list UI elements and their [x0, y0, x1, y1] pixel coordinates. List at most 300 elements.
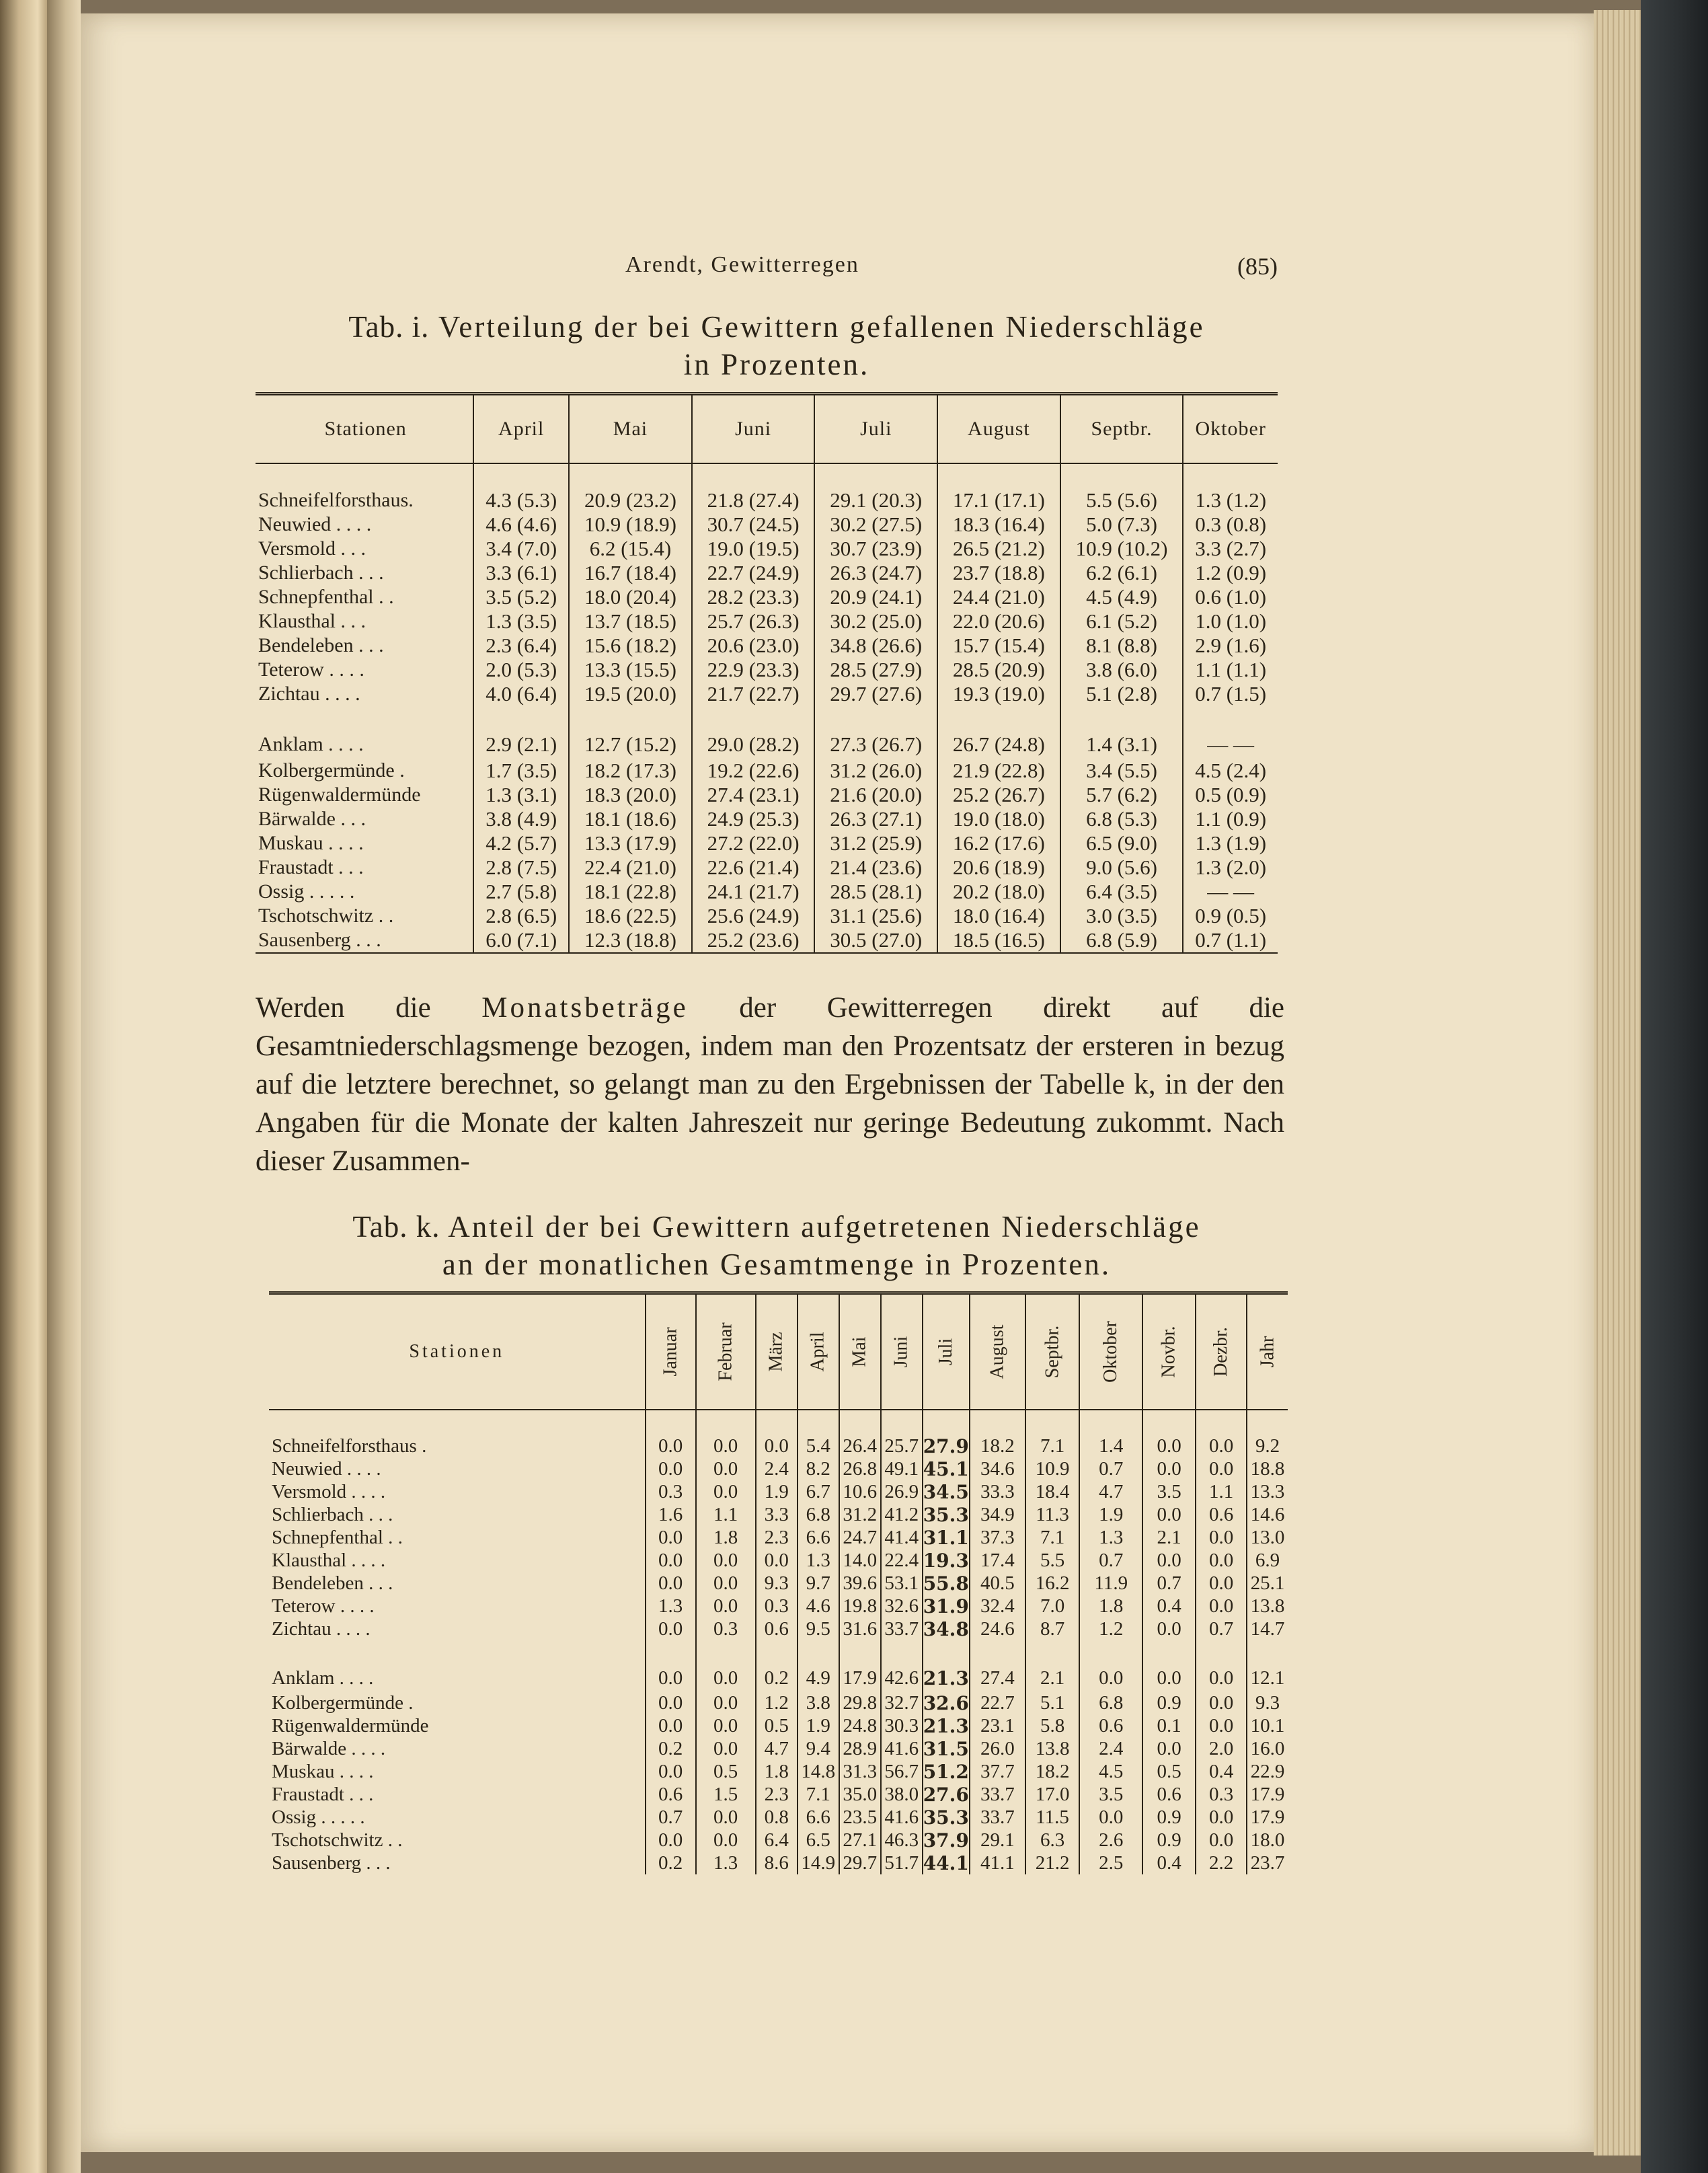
table-cell: 33.7: [881, 1617, 923, 1640]
table-cell: 0.0: [646, 1829, 696, 1852]
table-cell: 19.0 (18.0): [937, 807, 1060, 831]
table-cell: 3.8 (6.0): [1060, 658, 1183, 682]
table-cell: 4.9: [798, 1640, 839, 1691]
table-cell: 28.5 (27.9): [814, 658, 937, 682]
table-cell: 0.6: [646, 1783, 696, 1806]
table-cell: 0.3: [1196, 1783, 1247, 1806]
table-cell: 18.4: [1025, 1480, 1080, 1503]
table-cell: 21.6 (20.0): [814, 783, 937, 807]
table-cell: 41.2: [881, 1503, 923, 1526]
station-name: Schneifelforsthaus.: [258, 489, 414, 511]
table-cell: 30.2 (25.0): [814, 609, 937, 634]
table-cell: 0.0: [1196, 1410, 1247, 1457]
table-cell: 9.2: [1247, 1410, 1288, 1457]
station-name: Rügenwaldermünde: [272, 1714, 429, 1737]
table-cell: 0.0: [1142, 1617, 1196, 1640]
table-i-col-header-1: April: [473, 394, 569, 464]
station-name: Fraustadt . . .: [258, 856, 364, 878]
table-cell: 4.5: [1079, 1760, 1142, 1783]
station-name: Sausenberg . . .: [272, 1852, 391, 1874]
table-cell: 39.6: [839, 1572, 881, 1595]
table-cell: 17.4: [970, 1549, 1025, 1572]
table-cell: 46.3: [881, 1829, 923, 1852]
table-cell: 9.3: [1247, 1691, 1288, 1714]
table-cell: 18.0 (20.4): [569, 585, 692, 609]
table-cell: 0.0: [1142, 1640, 1196, 1691]
table-cell: 4.7: [1079, 1480, 1142, 1503]
table-cell: 28.5 (20.9): [937, 658, 1060, 682]
table-cell: 21.8 (27.4): [692, 463, 815, 512]
table-row: [269, 1617, 1288, 1640]
table-cell: 34.8 (26.6): [814, 634, 937, 658]
table-cell: 13.0: [1247, 1526, 1288, 1549]
table-cell: 37.7: [970, 1760, 1025, 1783]
table-cell: 31.2 (25.9): [814, 831, 937, 855]
table-cell: 31.5: [923, 1737, 969, 1760]
table-cell: 0.3: [696, 1617, 756, 1640]
table-cell: 2.8 (7.5): [473, 855, 569, 880]
table-cell: 0.7: [1079, 1457, 1142, 1480]
table-cell: 12.7 (15.2): [569, 706, 692, 759]
table-cell: 8.1 (8.8): [1060, 634, 1183, 658]
table-cell: 1.4: [1079, 1410, 1142, 1457]
table-cell: 26.7 (24.8): [937, 706, 1060, 759]
table-cell: 1.3: [1079, 1526, 1142, 1549]
table-cell: 0.4: [1196, 1760, 1247, 1783]
body-paragraph: [256, 989, 1284, 1180]
table-cell: 19.2 (22.6): [692, 759, 815, 783]
table-row: [269, 1480, 1288, 1503]
table-cell: 17.9: [1247, 1783, 1288, 1806]
table-k-caption: [256, 1208, 1298, 1283]
table-cell: 0.0: [1196, 1691, 1247, 1714]
table-i-col-header-3: Juni: [692, 394, 815, 464]
table-cell: 0.0: [1142, 1737, 1196, 1760]
station-name: Tschotschwitz . .: [258, 905, 394, 927]
table-cell: 0.5 (0.9): [1183, 783, 1278, 807]
table-cell: 0.0: [1142, 1503, 1196, 1526]
table-cell: 6.0 (7.1): [473, 928, 569, 953]
table-cell: 33.7: [970, 1806, 1025, 1829]
table-cell: 6.6: [798, 1806, 839, 1829]
table-cell: 16.2: [1025, 1572, 1080, 1595]
table-cell: 1.3 (3.1): [473, 783, 569, 807]
table-cell: 4.6 (4.6): [473, 512, 569, 537]
table-cell: 5.4: [798, 1410, 839, 1457]
table-row: [256, 706, 1278, 759]
table-cell: 1.1: [696, 1503, 756, 1526]
table-cell: 30.3: [881, 1714, 923, 1737]
table-cell: 6.8 (5.3): [1060, 807, 1183, 831]
table-cell: 18.2 (17.3): [569, 759, 692, 783]
table-cell: 0.9: [1142, 1806, 1196, 1829]
table-row: [256, 831, 1278, 855]
table-i-col-header-4: Juli: [814, 394, 937, 464]
table-i-caption-line2: in Prozenten.: [683, 348, 870, 381]
table-row: [269, 1526, 1288, 1549]
table-cell: 14.0: [839, 1549, 881, 1572]
table-cell: 40.5: [970, 1572, 1025, 1595]
table-cell: 19.8: [839, 1595, 881, 1617]
table-cell: 20.6 (23.0): [692, 634, 815, 658]
table-cell: 41.1: [970, 1852, 1025, 1874]
station-name: Teterow . . . .: [272, 1595, 375, 1617]
table-cell: 0.0: [756, 1410, 798, 1457]
table-cell: 4.7: [756, 1737, 798, 1760]
table-cell: 34.5: [923, 1480, 969, 1503]
table-k-col-header-2: [696, 1293, 756, 1410]
table-row: [269, 1640, 1288, 1691]
table-k-col-label-10: Oktober: [1100, 1321, 1122, 1383]
table-cell: 0.6: [1079, 1714, 1142, 1737]
table-cell: 6.5: [798, 1829, 839, 1852]
table-row: [256, 634, 1278, 658]
table-i-caption-line1: [256, 308, 1298, 346]
table-row: [269, 1595, 1288, 1617]
table-cell: 0.2: [646, 1852, 696, 1874]
table-row: [256, 759, 1278, 783]
table-cell: 56.7: [881, 1760, 923, 1783]
table-cell: 25.1: [1247, 1572, 1288, 1595]
table-cell: 5.5: [1025, 1549, 1080, 1572]
table-cell: 0.7: [1079, 1549, 1142, 1572]
table-cell: 18.1 (18.6): [569, 807, 692, 831]
table-cell: 25.6 (24.9): [692, 904, 815, 928]
table-cell: 1.4 (3.1): [1060, 706, 1183, 759]
table-cell: 4.3 (5.3): [473, 463, 569, 512]
table-cell: 23.1: [970, 1714, 1025, 1737]
table-cell: 0.6 (1.0): [1183, 585, 1278, 609]
table-cell: 2.3: [756, 1783, 798, 1806]
table-cell: 0.5: [756, 1714, 798, 1737]
table-k-body: [269, 1410, 1288, 1874]
table-cell: 2.3 (6.4): [473, 634, 569, 658]
running-head: [625, 252, 1278, 286]
table-cell: 0.6: [756, 1617, 798, 1640]
table-cell: 5.8: [1025, 1714, 1080, 1737]
table-cell: 18.2: [1025, 1760, 1080, 1783]
table-cell: 31.1: [923, 1526, 969, 1549]
table-cell: 29.0 (28.2): [692, 706, 815, 759]
table-cell: 0.0: [646, 1572, 696, 1595]
table-cell: 0.0: [646, 1714, 696, 1737]
table-i-caption: [256, 308, 1298, 383]
table-row: [269, 1829, 1288, 1852]
station-name: Kolbergermünde .: [258, 759, 405, 781]
station-name: Fraustadt . . .: [272, 1783, 374, 1805]
table-i-header-row: [256, 394, 1278, 464]
table-cell: 24.6: [970, 1617, 1025, 1640]
table-cell: 26.3 (27.1): [814, 807, 937, 831]
table-cell: 0.0: [646, 1760, 696, 1783]
table-i-col-header-7: Oktober: [1183, 394, 1278, 464]
table-cell: 10.9 (10.2): [1060, 537, 1183, 561]
table-k-col-label-13: Jahr: [1257, 1336, 1278, 1368]
table-cell: 27.4: [970, 1640, 1025, 1691]
table-cell: 19.0 (19.5): [692, 537, 815, 561]
table-k-col-label-8: August: [986, 1324, 1008, 1379]
table-cell: 16.0: [1247, 1737, 1288, 1760]
table-cell: 1.3 (1.9): [1183, 831, 1278, 855]
table-cell: 0.0: [646, 1691, 696, 1714]
table-cell: 21.9 (22.8): [937, 759, 1060, 783]
table-cell: 18.1 (22.8): [569, 880, 692, 904]
table-cell: 12.3 (18.8): [569, 928, 692, 953]
table-row: [256, 585, 1278, 609]
table-i: [256, 392, 1278, 954]
station-name: Muskau . . . .: [258, 832, 364, 854]
table-k-col-header-7: [923, 1293, 970, 1410]
table-k-col-header-1: [646, 1293, 696, 1410]
table-cell: 15.7 (15.4): [937, 634, 1060, 658]
table-cell: 0.0: [646, 1457, 696, 1480]
table-cell: 0.6: [1142, 1783, 1196, 1806]
table-cell: 7.0: [1025, 1595, 1080, 1617]
table-k-col-label-6: Juni: [890, 1336, 912, 1368]
table-cell: 15.6 (18.2): [569, 634, 692, 658]
table-k-col-label-12: Dezbr.: [1210, 1327, 1232, 1377]
table-cell: 3.3: [756, 1503, 798, 1526]
station-name: Neuwied . . . .: [258, 513, 372, 535]
station-name: Schneifelforsthaus .: [272, 1435, 427, 1457]
table-cell: 0.3 (0.8): [1183, 512, 1278, 537]
table-cell: 27.3 (26.7): [814, 706, 937, 759]
table-cell: 3.3 (2.7): [1183, 537, 1278, 561]
table-k-col-label-5: Mai: [849, 1336, 870, 1367]
station-name: Zichtau . . . .: [258, 683, 360, 705]
table-cell: 22.0 (20.6): [937, 609, 1060, 634]
table-i-col-header-0: Stationen: [256, 394, 473, 464]
table-cell: 24.9 (25.3): [692, 807, 815, 831]
table-cell: 0.0: [1196, 1806, 1247, 1829]
station-name: Zichtau . . . .: [272, 1617, 371, 1640]
table-cell: 1.3 (2.0): [1183, 855, 1278, 880]
table-row: [269, 1852, 1288, 1874]
table-cell: — —: [1183, 706, 1278, 759]
station-name: Versmold . . . .: [272, 1480, 386, 1502]
table-cell: 1.3: [646, 1595, 696, 1617]
table-k-col-header-9: [1025, 1293, 1080, 1410]
table-cell: 0.0: [1142, 1410, 1196, 1457]
table-cell: 5.7 (6.2): [1060, 783, 1183, 807]
table-cell: 9.4: [798, 1737, 839, 1760]
table-cell: 26.8: [839, 1457, 881, 1480]
table-cell: 5.1: [1025, 1691, 1080, 1714]
table-k-col-label-7: Juli: [935, 1338, 956, 1366]
table-cell: 13.8: [1247, 1595, 1288, 1617]
table-cell: 0.0: [1196, 1572, 1247, 1595]
table-cell: 26.0: [970, 1737, 1025, 1760]
table-cell: 1.9: [1079, 1503, 1142, 1526]
table-cell: 0.0: [696, 1572, 756, 1595]
table-k-header-row: [269, 1293, 1288, 1410]
table-row: [256, 807, 1278, 831]
table-cell: 2.9 (1.6): [1183, 634, 1278, 658]
table-cell: 28.2 (23.3): [692, 585, 815, 609]
table-cell: 2.6: [1079, 1829, 1142, 1852]
table-cell: 4.5 (4.9): [1060, 585, 1183, 609]
table-cell: 2.1: [1142, 1526, 1196, 1549]
running-title: Arendt, Gewitterregen: [625, 252, 859, 277]
page-number: (85): [1237, 253, 1278, 280]
table-cell: 7.1: [798, 1783, 839, 1806]
table-cell: 0.0: [1079, 1640, 1142, 1691]
table-cell: 21.7 (22.7): [692, 682, 815, 706]
table-cell: 51.7: [881, 1852, 923, 1874]
table-cell: 4.0 (6.4): [473, 682, 569, 706]
table-k-col-header-6: [881, 1293, 923, 1410]
table-cell: 3.5 (5.2): [473, 585, 569, 609]
table-cell: 0.0: [1079, 1806, 1142, 1829]
table-cell: 0.0: [1196, 1457, 1247, 1480]
table-cell: 1.2: [756, 1691, 798, 1714]
table-cell: 2.0: [1196, 1737, 1247, 1760]
table-i-col-header-5: August: [937, 394, 1060, 464]
table-cell: 24.4 (21.0): [937, 585, 1060, 609]
table-cell: 3.5: [1079, 1783, 1142, 1806]
table-i-body: [256, 463, 1278, 953]
table-cell: 14.7: [1247, 1617, 1288, 1640]
station-name: Schnepfenthal . .: [258, 586, 394, 608]
table-cell: 5.0 (7.3): [1060, 512, 1183, 537]
table-k-caption-line1: [256, 1208, 1298, 1246]
table-cell: 1.9: [756, 1480, 798, 1503]
table-cell: 14.6: [1247, 1503, 1288, 1526]
table-cell: 29.1: [970, 1829, 1025, 1852]
table-cell: 6.1 (5.2): [1060, 609, 1183, 634]
table-cell: 2.5: [1079, 1852, 1142, 1874]
table-cell: 26.5 (21.2): [937, 537, 1060, 561]
paragraph-spaced-word: Monatsbeträge: [481, 992, 689, 1024]
table-cell: 26.3 (24.7): [814, 561, 937, 585]
table-cell: 27.2 (22.0): [692, 831, 815, 855]
table-cell: 1.8: [1079, 1595, 1142, 1617]
table-cell: 1.1 (1.1): [1183, 658, 1278, 682]
table-cell: 0.0: [696, 1829, 756, 1852]
table-cell: 9.5: [798, 1617, 839, 1640]
table-cell: 20.9 (23.2): [569, 463, 692, 512]
table-row: [269, 1410, 1288, 1457]
table-cell: 0.0: [1196, 1829, 1247, 1852]
table-cell: 29.1 (20.3): [814, 463, 937, 512]
table-cell: 16.7 (18.4): [569, 561, 692, 585]
table-cell: 2.3: [756, 1526, 798, 1549]
table-row: [269, 1737, 1288, 1760]
table-cell: 42.6: [881, 1640, 923, 1691]
table-row: [256, 855, 1278, 880]
table-cell: 19.3: [923, 1549, 969, 1572]
table-cell: 17.9: [839, 1640, 881, 1691]
table-cell: 2.2: [1196, 1852, 1247, 1874]
table-cell: 34.8: [923, 1617, 969, 1640]
table-cell: 23.7 (18.8): [937, 561, 1060, 585]
table-cell: 32.6: [923, 1691, 969, 1714]
table-cell: 22.4: [881, 1549, 923, 1572]
table-cell: 1.8: [756, 1760, 798, 1783]
table-cell: 1.0 (1.0): [1183, 609, 1278, 634]
table-cell: 4.5 (2.4): [1183, 759, 1278, 783]
table-cell: 0.0: [1196, 1595, 1247, 1617]
table-k-col-label-2: Februar: [715, 1322, 736, 1381]
station-name: Schlierbach . . .: [258, 562, 384, 584]
table-cell: 17.1 (17.1): [937, 463, 1060, 512]
table-row: [256, 880, 1278, 904]
table-cell: 6.2 (15.4): [569, 537, 692, 561]
table-cell: 1.2: [1079, 1617, 1142, 1640]
table-cell: 25.7: [881, 1410, 923, 1457]
table-cell: 0.0: [1142, 1549, 1196, 1572]
table-k-col-label-4: April: [807, 1332, 828, 1372]
table-cell: 1.1 (0.9): [1183, 807, 1278, 831]
table-cell: 35.3: [923, 1503, 969, 1526]
station-name: Teterow . . . .: [258, 658, 364, 681]
table-k-col-label-9: Septbr.: [1042, 1325, 1063, 1379]
table-cell: 0.4: [1142, 1852, 1196, 1874]
table-cell: 10.9 (18.9): [569, 512, 692, 537]
paragraph-text-rest: der Gewitterregen direkt auf die Gesamtniederschlagsmenge bezogen, indem man den Prozentsatz der ersteren in bezug auf die letztere berechnet, so gelangt man zu den Ergebnissen der Tabelle k, in der den Angaben für die Monate der kalten Jahreszeit nur geringe Bedeutung zukommt. Nach dieser Zusammen-: [256, 992, 1284, 1177]
table-k-col-header-0: Stationen: [269, 1293, 646, 1410]
table-cell: 8.7: [1025, 1617, 1080, 1640]
table-cell: 0.9: [1142, 1691, 1196, 1714]
table-cell: 24.1 (21.7): [692, 880, 815, 904]
table-cell: 34.9: [970, 1503, 1025, 1526]
station-name: Muskau . . . .: [272, 1760, 374, 1782]
station-name: Neuwied . . . .: [272, 1457, 381, 1480]
table-cell: 18.2: [970, 1410, 1025, 1457]
table-cell: 0.0: [696, 1595, 756, 1617]
table-cell: 0.0: [696, 1410, 756, 1457]
table-row: [269, 1783, 1288, 1806]
table-cell: 1.3 (1.2): [1183, 463, 1278, 512]
table-k-col-header-5: [839, 1293, 881, 1410]
table-cell: 29.7 (27.6): [814, 682, 937, 706]
table-cell: 34.6: [970, 1457, 1025, 1480]
table-cell: 0.3: [646, 1480, 696, 1503]
table-cell: 1.6: [646, 1503, 696, 1526]
table-cell: 0.9: [1142, 1829, 1196, 1852]
table-row: [256, 928, 1278, 953]
table-cell: 31.6: [839, 1617, 881, 1640]
table-cell: 31.9: [923, 1595, 969, 1617]
page-edges: [1594, 10, 1641, 2156]
station-name: Versmold . . .: [258, 537, 366, 560]
table-cell: 3.4 (7.0): [473, 537, 569, 561]
table-cell: 22.7 (24.9): [692, 561, 815, 585]
table-cell: 0.0: [1196, 1526, 1247, 1549]
table-row: [256, 561, 1278, 585]
table-cell: 5.5 (5.6): [1060, 463, 1183, 512]
table-row: [256, 512, 1278, 537]
table-cell: 10.6: [839, 1480, 881, 1503]
table-cell: 20.6 (18.9): [937, 855, 1060, 880]
table-cell: 41.6: [881, 1737, 923, 1760]
table-i-col-header-2: Mai: [569, 394, 692, 464]
table-cell: 0.5: [696, 1760, 756, 1783]
table-cell: 38.0: [881, 1783, 923, 1806]
table-cell: 0.0: [646, 1640, 696, 1691]
table-cell: 0.7: [1196, 1617, 1247, 1640]
table-cell: 1.2 (0.9): [1183, 561, 1278, 585]
table-cell: 6.4: [756, 1829, 798, 1852]
table-cell: 0.5: [1142, 1760, 1196, 1783]
table-cell: 18.0 (16.4): [937, 904, 1060, 928]
table-row: [269, 1549, 1288, 1572]
table-row: [256, 682, 1278, 706]
table-cell: 25.7 (26.3): [692, 609, 815, 634]
table-cell: 30.5 (27.0): [814, 928, 937, 953]
table-cell: 32.7: [881, 1691, 923, 1714]
book-cover: [1641, 0, 1708, 2173]
